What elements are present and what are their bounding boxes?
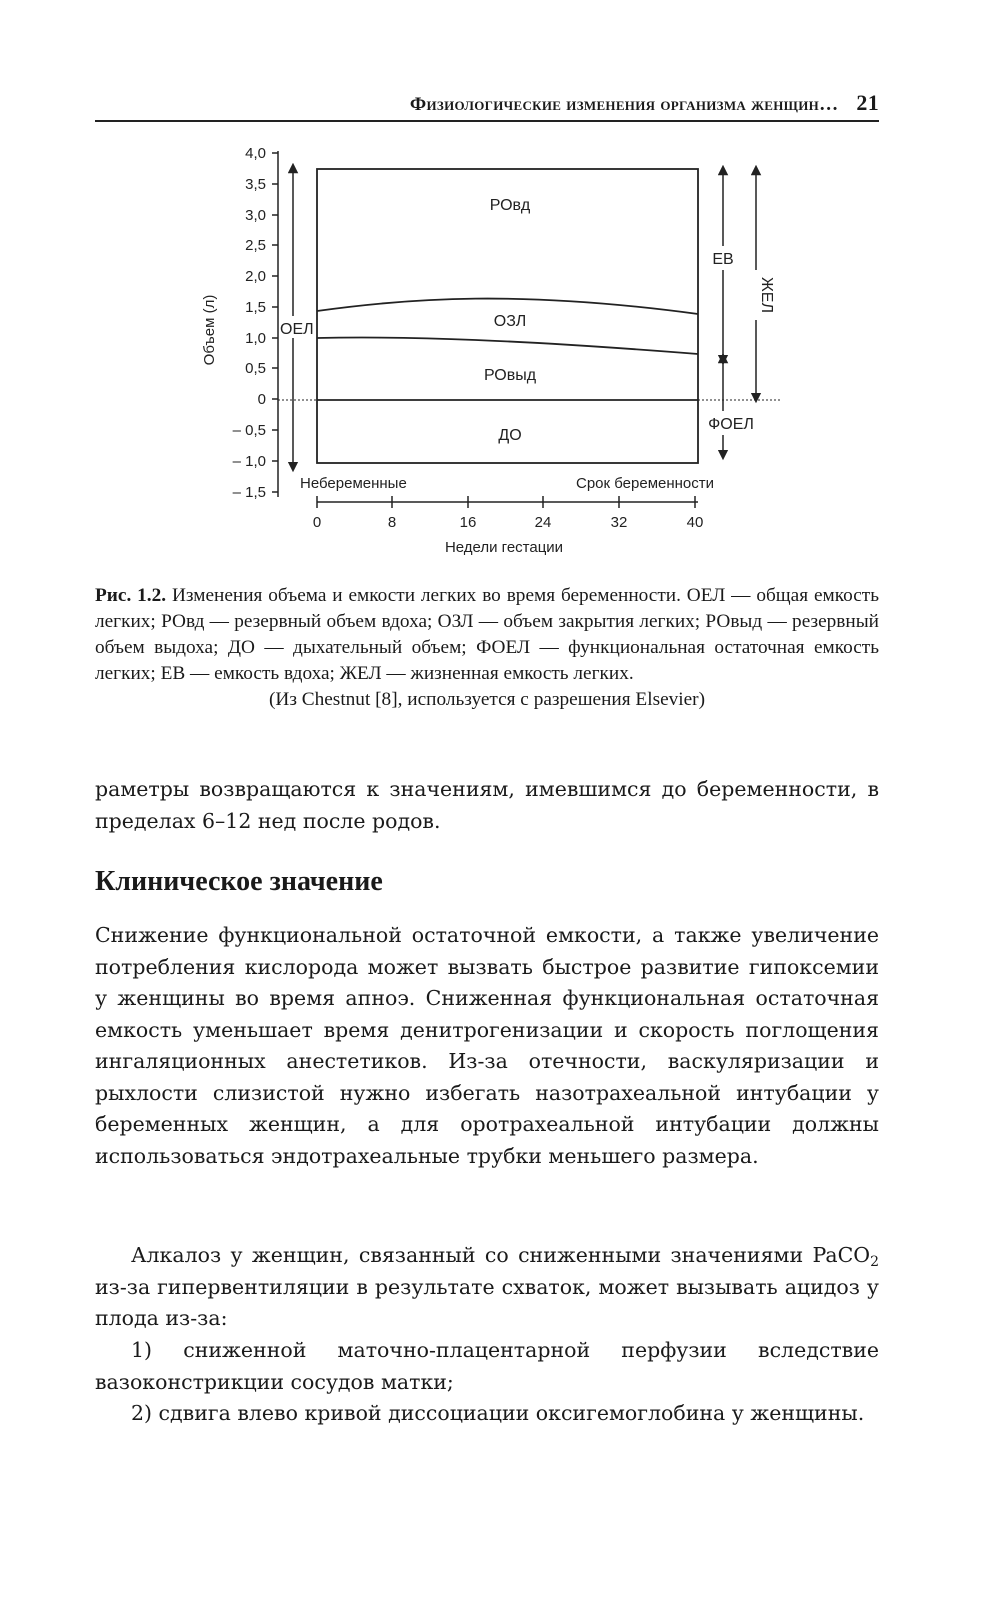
x-tick-label: 40 (686, 514, 704, 531)
x-tick-label: 32 (610, 514, 628, 531)
ozl-upper-curve (317, 299, 698, 314)
list-item-1: 1) сниженной маточно-плацентарной перфузии вследствие вазоконстрикции сосудов матки; (95, 1338, 879, 1394)
y-tick-label: 3,5 (245, 176, 266, 193)
x-tick-label: 24 (534, 514, 552, 531)
region-ozl: ОЗЛ (493, 313, 527, 330)
y-tick-label: – 1,0 (232, 453, 266, 470)
y-tick-label: 2,5 (245, 237, 266, 254)
running-header (95, 88, 879, 122)
y-tick-label: 0 (257, 391, 266, 408)
running-header-title: Физиологические изменения организма женщин… (409, 94, 839, 115)
paragraph-2-end: из-за гипервентиляции в результате схваток, может вызывать ацидоз у плода из-за: (95, 1274, 879, 1330)
y-tick-label: 1,0 (245, 330, 266, 347)
caption-text: Изменения объема и емкости легких во время беременности. ОЕЛ — общая емкость легких; РОвд — резервный объем вдоха; ОЗЛ — объем закрытия легких; РОвыд — резервный объем выдоха; ДО — дыхательный объем; ФОЕЛ — функциональная остаточная емкость легких; ЕВ — емкость вдоха; ЖЕЛ — жизненная емкость легких. (95, 585, 879, 684)
y-tick-label: – 0,5 (232, 422, 266, 439)
paragraph-2 (95, 1240, 879, 1335)
frc-curve (317, 338, 698, 354)
y-tick-label: 3,0 (245, 207, 266, 224)
nonpregnant-label: Небеременные (300, 475, 407, 492)
x-tick-label: 16 (459, 514, 477, 531)
paragraph-2-start: Алкалоз у женщин, связанный со сниженными значениями PaCO (131, 1243, 871, 1267)
region-rovyd: РОвыд (483, 367, 537, 384)
region-do: ДО (498, 427, 522, 444)
region-rovd: РОвд (489, 197, 531, 214)
foel-label: ФОЕЛ (708, 416, 754, 433)
continuation-paragraph: раметры возвращаются к значениям, имевшимся до беременности, в пределах 6–12 нед после родов. (95, 777, 879, 833)
y-tick-label: 1,5 (245, 299, 266, 316)
caption-label: Рис. 1.2. (95, 585, 167, 606)
zhel-label: ЖЕЛ (758, 277, 775, 313)
y-axis-label: Объем (л) (201, 294, 218, 366)
pregnancy-term-label: Срок беременности (576, 475, 715, 492)
section-heading: Клиническое значение (95, 866, 383, 897)
x-axis-label: Недели гестации (444, 539, 564, 556)
subscript-2: 2 (870, 1254, 879, 1270)
oel-label: ОЕЛ (280, 321, 314, 338)
y-tick-label: 4,0 (245, 145, 266, 162)
list-item-2: 2) сдвига влево кривой диссоциации оксигемоглобина у женщины. (131, 1401, 865, 1425)
paragraph-1: Снижение функциональной остаточной емкости, а также увеличение потребления кислорода может вызвать быстрое развитие гипоксемии у женщины во время апноэ. Сниженная функциональная остаточная емкость уменьшает время денитрогенизации и скорость поглощения ингаляционных анестетиков. Из-за отечности, васкуляризации и рыхлости слизистой нужно избегать назотрахеальной интубации у беременных женщин, а для оротрахеальной интубации должны использоваться эндотрахеальные трубки меньшего размера. (95, 923, 879, 1168)
y-tick-label: 0,5 (245, 360, 266, 377)
caption-source: (Из Chestnut [8], используется с разрешения Elsevier) (268, 689, 706, 710)
y-tick-label: – 1,5 (232, 484, 266, 501)
x-tick-label: 8 (387, 514, 397, 531)
page-number: 21 (856, 90, 879, 115)
y-tick-label: 2,0 (245, 268, 266, 285)
figure-caption (95, 583, 879, 713)
ev-label: ЕВ (712, 251, 734, 268)
y-ticks (272, 153, 278, 492)
x-tick-label: 0 (312, 514, 322, 531)
lung-volume-figure (190, 130, 790, 570)
